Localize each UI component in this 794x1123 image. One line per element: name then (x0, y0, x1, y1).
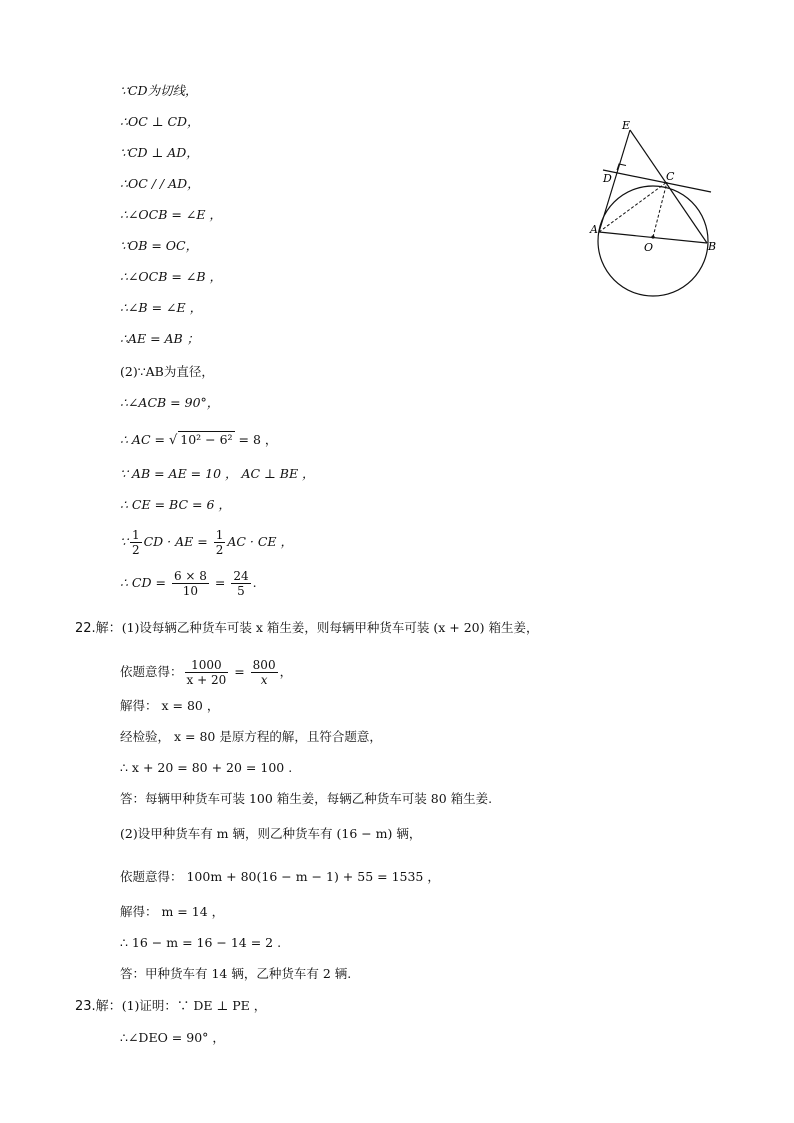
q22-line-10 (120, 935, 281, 952)
proof-text: ∴∠ACB = 90°， (120, 395, 220, 410)
center-dot (651, 235, 654, 238)
proof-text: (2)∵AB为直径， (120, 364, 214, 379)
proof-text: ∴ AC = (120, 432, 169, 447)
proof-text: 辆， (392, 826, 422, 841)
question-number: 23.解： (75, 999, 122, 1014)
paren-expr: (16 − m) (336, 826, 393, 841)
proof-text: ∴∠OCB = ∠E ， (120, 207, 222, 222)
part2-line-2 (120, 395, 219, 412)
proof-line-2 (120, 114, 200, 131)
q22-line-1 (75, 620, 539, 637)
proof-text: ∵OB = OC， (120, 238, 199, 253)
part2-line-5 (120, 497, 231, 514)
tangent-line (603, 170, 711, 192)
proof-text: (1)证明：∵ DE ⊥ PE ， (121, 998, 267, 1013)
proof-text: . (252, 575, 257, 590)
proof-text: (2)设甲种货车有 m 辆，则乙种货车有 (120, 826, 337, 841)
q23-line-1 (75, 998, 266, 1015)
proof-text: 箱生姜， (484, 620, 539, 635)
proof-text: 解得： x = 80 ， (120, 698, 220, 713)
fraction: $\frac{1000}{x + 20}$ (186, 658, 227, 687)
proof-text: 经检验， x = 80 是原方程的解，且符合题意， (120, 729, 382, 744)
proof-text: = 8 ， (234, 432, 278, 447)
proof-line-8 (120, 300, 202, 317)
proof-text: 依题意得： (120, 664, 183, 679)
proof-text: ∴ CE = BC = 6 ， (120, 497, 231, 512)
proof-text: 依题意得： 100m + 80(16 − m − 1) + 55 = 1535 ， (120, 869, 440, 884)
proof-text: ∴∠DEO = 90° ， (120, 1030, 225, 1045)
proof-text: = (230, 664, 249, 679)
proof-text: ∴∠OCB = ∠B ， (120, 269, 222, 284)
segment-EB (630, 130, 707, 243)
label-O: O (644, 241, 654, 254)
proof-text: ∵ AB = AE = 10 ， AC ⊥ BE ， (120, 466, 315, 481)
part2-line-7 (120, 569, 257, 598)
label-B: B (708, 240, 717, 253)
part2-line-1 (120, 364, 214, 381)
proof-line-1 (120, 83, 198, 100)
proof-text: ∴ 16 − m = 16 − 14 = 2 . (120, 935, 282, 950)
label-A: A (590, 223, 598, 236)
label-C: C (666, 170, 675, 183)
proof-text: 解得： m = 14 ， (120, 904, 225, 919)
q22-line-6 (120, 791, 492, 808)
label-D: D (603, 172, 612, 185)
proof-line-3 (120, 145, 199, 162)
proof-text: 答：甲种货车有 14 辆，乙种货车有 2 辆. (120, 966, 352, 981)
sqrt-sign: √ (168, 433, 178, 448)
paren-expr: (x + 20) (433, 620, 485, 635)
proof-line-9 (120, 331, 199, 348)
q22-line-11 (120, 966, 351, 983)
part2-line-6 (120, 528, 293, 557)
proof-line-5 (120, 207, 222, 224)
q22-line-9 (120, 904, 224, 921)
radicand: 10² − 6² (180, 432, 233, 447)
q22-line-7 (120, 826, 421, 843)
fraction: $\frac{6 \times 8}{10}$ (173, 569, 207, 598)
fraction-half: $\frac{1}{2}$ (215, 528, 224, 557)
proof-text: ∵CD ⊥ AD， (120, 145, 199, 160)
proof-text: ∵CD为切线， (120, 83, 198, 98)
question-number: 22.解： (75, 621, 122, 636)
proof-text: ∴OC / / AD， (120, 176, 200, 191)
proof-text: ∴ x + 20 = 80 + 20 = 100 . (120, 760, 293, 775)
q22-line-4 (120, 729, 382, 746)
segment-OC-dashed (653, 182, 667, 237)
proof-text: ∴OC ⊥ CD， (120, 114, 200, 129)
proof-text: = (210, 575, 230, 590)
proof-line-6 (120, 238, 198, 255)
proof-text: ∴∠B = ∠E ， (120, 300, 203, 315)
q22-line-8 (120, 869, 440, 886)
q22-line-3 (120, 698, 219, 715)
proof-text: ， (279, 664, 293, 679)
proof-text: (1)设每辆乙种货车可装 x 箱生姜，则每辆甲种货车可装 (121, 620, 434, 635)
fraction: $\frac{800}{x}$ (252, 658, 276, 687)
q23-line-2 (120, 1030, 225, 1047)
proof-text: CD · AE = (143, 534, 212, 549)
proof-line-7 (120, 269, 222, 286)
label-E: E (622, 119, 631, 132)
proof-text: ∵ (120, 534, 128, 549)
proof-line-4 (120, 176, 200, 193)
q22-line-5 (120, 760, 292, 777)
fraction: $\frac{24}{5}$ (233, 569, 249, 598)
geometry-figure (585, 112, 725, 297)
part2-line-4 (120, 466, 315, 483)
fraction-half: $\frac{1}{2}$ (131, 528, 140, 557)
proof-text: ∴AE = AB ； (120, 331, 200, 346)
part2-line-3 (120, 431, 277, 449)
q22-line-2 (120, 658, 292, 687)
proof-text: 答：每辆甲种货车可装 100 箱生姜，每辆乙种货车可装 80 箱生姜. (120, 791, 493, 806)
proof-text: AC · CE ， (227, 534, 294, 549)
proof-text: ∴ CD = (120, 575, 170, 590)
